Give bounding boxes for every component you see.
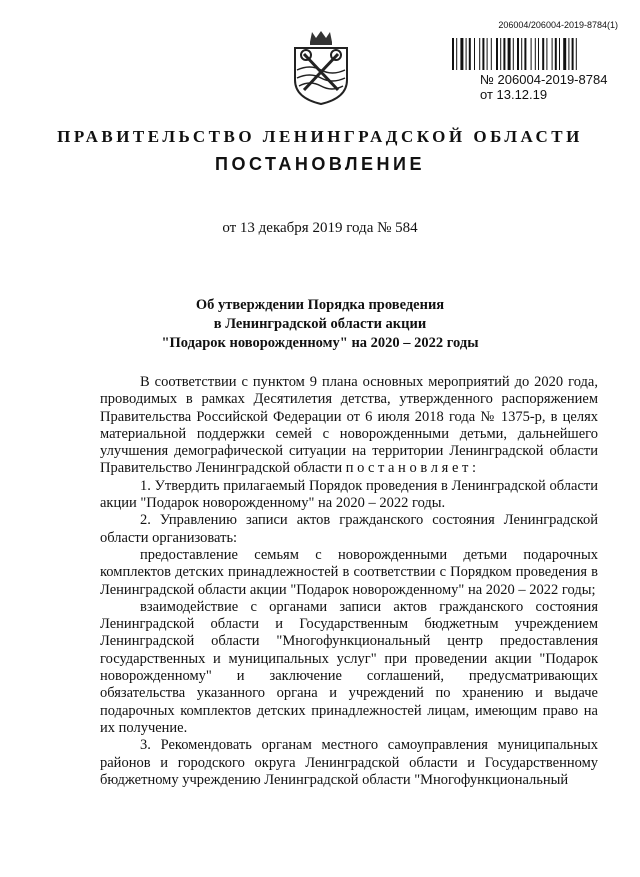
item-1-paragraph: 1. Утвердить прилагаемый Порядок проведения в Ленинградской области акции "Подарок новорожденному" на 2020 – 2022 годы.	[100, 477, 598, 512]
barcode-icon	[452, 38, 612, 70]
item-2a-paragraph: предоставление семьям с новорожденными детьми подарочных комплектов детских принадлежностей в соответствии с Порядком проведения в Ленинградской области акции "Подарок новорожденному" на 2020 – 2022 годы;	[100, 546, 598, 598]
item-2-paragraph: 2. Управлению записи актов гражданского состояния Ленинградской области организовать:	[100, 512, 598, 546]
item-2b-paragraph: взаимодействие с органами записи актов гражданского состояния Ленинградской области и Государственным бюджетным учреждением Ленинградской области "Многофункциональный центр предоставления государственных и муниципальных услуг" при проведении акции "Подарок новорожденному" и заключение соглашений, предусматривающих обязательства указанного органа и учреждений по хранению и выдаче подарочных комплектов детских принадлежностей лицам, имеющим право на их получение.	[100, 598, 598, 736]
document-body	[100, 374, 598, 789]
registration-number: № 206004-2019-8784	[480, 72, 608, 87]
registration-block	[480, 72, 607, 102]
government-title: ПРАВИТЕЛЬСТВО ЛЕНИНГРАДСКОЙ ОБЛАСТИ	[57, 127, 583, 146]
document-type: ПОСТАНОВЛЕНИЕ	[215, 154, 425, 174]
title-line-3: "Подарок новорожденному" на 2020 – 2022 годы	[161, 335, 479, 351]
title-line-1: Об утверждении Порядка проведения	[195, 297, 445, 313]
coat-of-arms-icon	[292, 28, 350, 106]
title-line-2: в Ленинградской области акции	[213, 316, 427, 332]
document-id: 206004/206004-2019-8784(1)	[498, 20, 618, 30]
registration-date: от 13.12.19	[480, 87, 548, 102]
date-line: от 13 декабря 2019 года № 584	[222, 220, 418, 236]
document-title	[0, 296, 640, 353]
preamble-paragraph: В соответствии с пунктом 9 плана основных мероприятий до 2020 года, проводимых в рамках Десятилетия детства, утвержденного распоряжением Правительства Российской Федерации от 6 июля 2018 года № 1375-р, в целях материальной поддержки семей с новорожденными детьми, дальнейшего улучшения демографической ситуации на территории Ленинградской области Правительство Ленинградской области п о с т а н о в л я е т :	[100, 374, 598, 477]
item-3-paragraph: 3. Рекомендовать органам местного самоуправления муниципальных районов и городского округа Ленинградской области и Государственному бюджетному учреждению Ленинградской области "Многофункциональный	[100, 737, 598, 788]
